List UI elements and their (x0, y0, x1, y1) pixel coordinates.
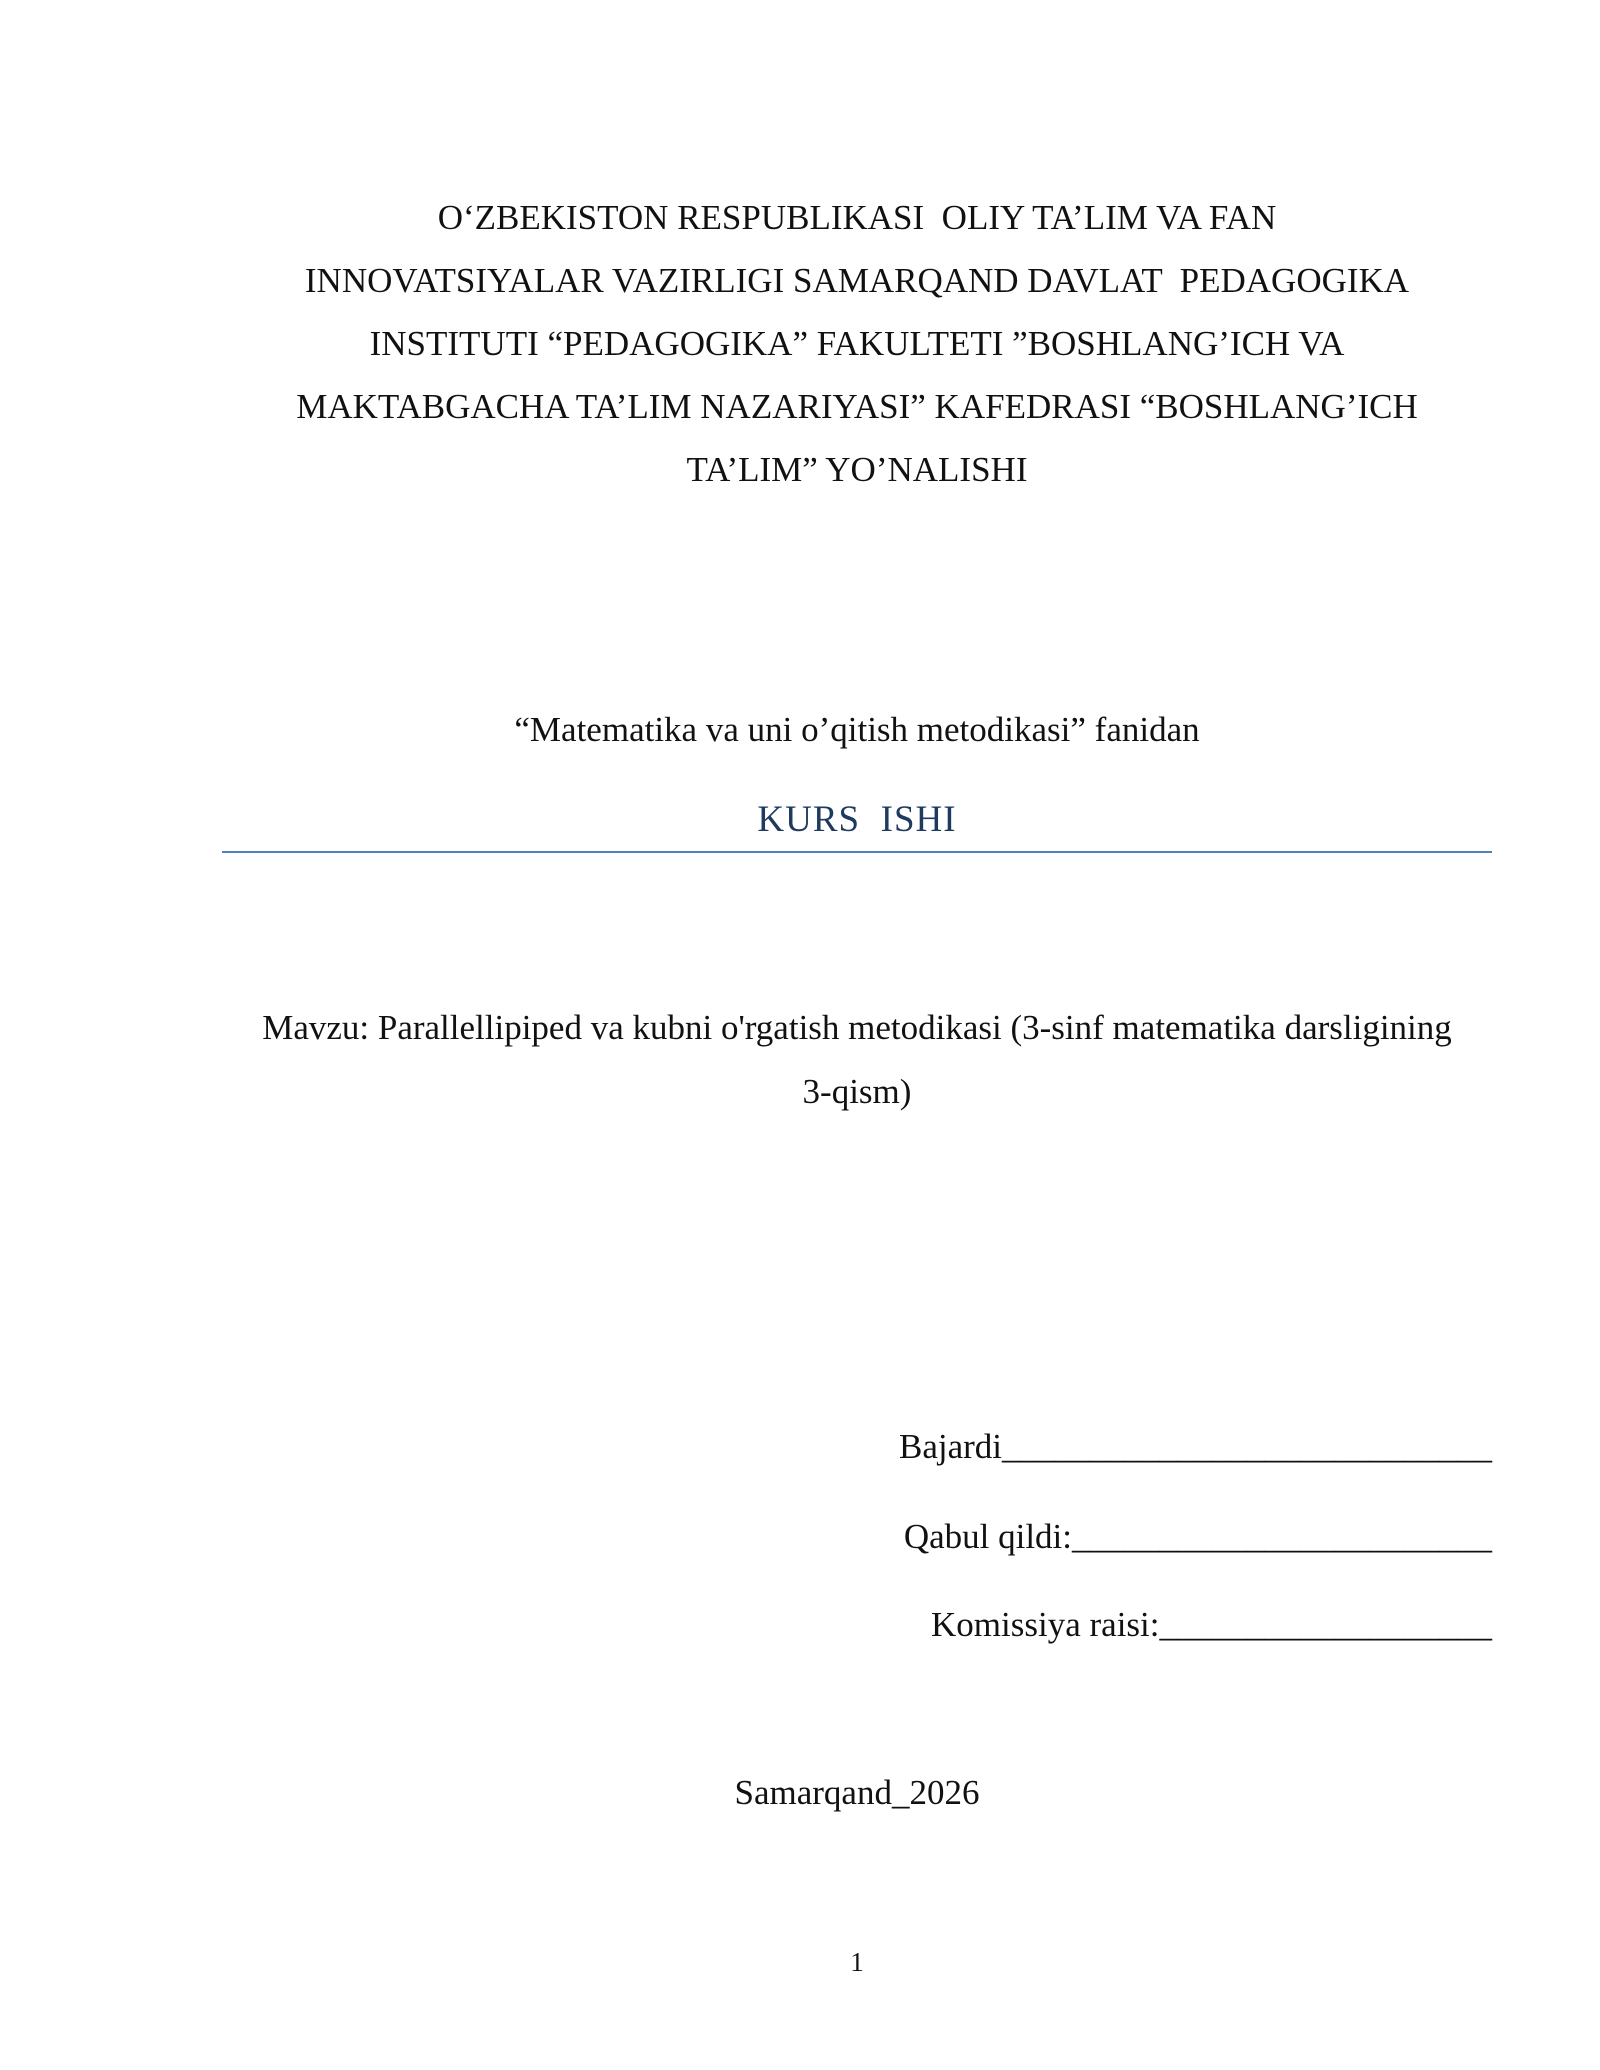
topic-line-1: Mavzu: Parallellipiped va kubni o'rgatish metodikasi (3-sinf matematika darsligining (262, 1008, 1452, 1047)
header-line-2: INNOVATSIYALAR VAZIRLIGI SAMARQAND DAVLAT PEDAGOGIKA (304, 261, 1410, 300)
header-line-1: O‘ZBEKISTON RESPUBLIKASI OLIY TA’LIM VA FAN (437, 198, 1277, 237)
topic-line-2: 3-qism) (802, 1072, 912, 1111)
document-title: KURS ISHI (757, 799, 957, 840)
done-by-field: Bajardi____________________________ (898, 1427, 1492, 1466)
header-line-3: INSTITUTI “PEDAGOGIKA” FAKULTETI ”BOSHLANG’ICH VA (369, 324, 1345, 363)
topic-block (222, 996, 1492, 1124)
commission-chair-field: Komissiya raisi:___________________ (931, 1605, 1492, 1644)
accepted-by-field: Qabul qildi:________________________ (903, 1517, 1492, 1556)
title-divider (222, 851, 1492, 853)
institution-header (222, 186, 1492, 501)
header-line-5: TA’LIM” YO’NALISHI (686, 450, 1028, 489)
header-line-4: MAKTABGACHA TA’LIM NAZARIYASI” KAFEDRASI “BOSHLANG’ICH (296, 387, 1418, 426)
page-number: 1 (850, 1947, 864, 1977)
city-year: Samarqand_2026 (734, 1773, 980, 1812)
subject-line: “Matematika va uni o’qitish metodikasi” fanidan (514, 710, 1200, 749)
